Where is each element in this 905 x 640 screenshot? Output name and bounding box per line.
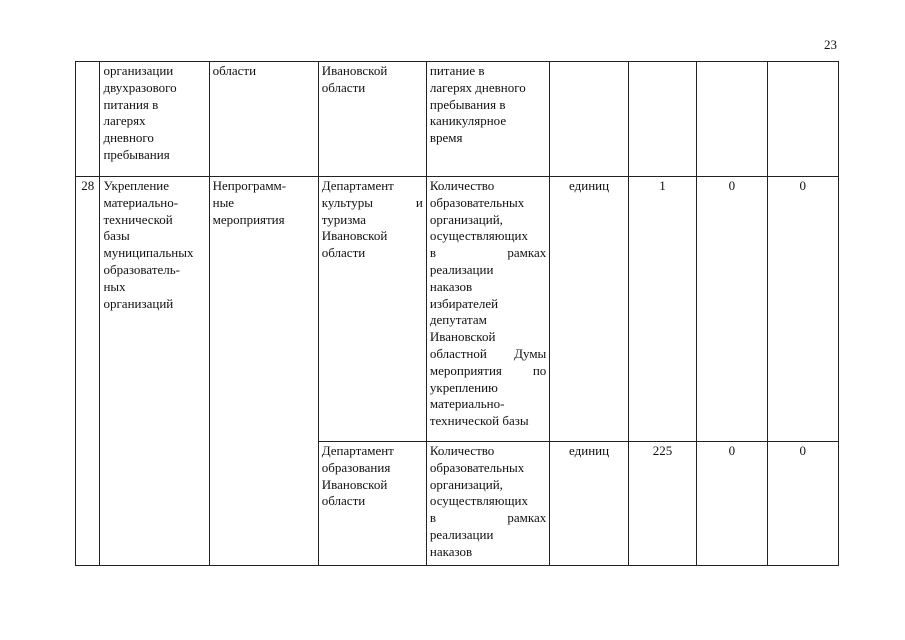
cell-text-line: лагерях [103, 113, 146, 129]
cell-indicator [426, 442, 549, 566]
cell-executor [318, 177, 426, 442]
cell-unit: единиц [550, 442, 629, 566]
cell-text-line: каникулярное [429, 113, 507, 129]
cell-text-line: технической [103, 211, 173, 227]
cell-text-line: ных [103, 278, 126, 294]
cell-text-line: организаций [103, 295, 174, 311]
cell-text-line: реализации [429, 261, 494, 277]
cell-event-name [100, 177, 209, 566]
cell-text-line: образовательных [429, 194, 525, 210]
cell-text-line: реализации [429, 526, 494, 542]
page-number: 23 [824, 37, 837, 52]
cell-text-line: пребывания в [429, 96, 506, 112]
cell-text-line: лагерях дневного [429, 79, 526, 95]
cell-text-line: организаций, [429, 476, 503, 492]
cell-text-line: депутатам [429, 312, 487, 328]
cell-text-line: питания в [103, 96, 159, 112]
cell-text-line: организаций, [429, 211, 503, 227]
cell-text-line: мероприятия [212, 211, 285, 227]
cell-text-line: образовательных [429, 459, 525, 475]
cell-executor [318, 62, 426, 177]
cell-indicator [426, 62, 549, 177]
cell-text-line: Ивановской [321, 63, 388, 78]
cell-text-line: Ивановской [321, 476, 388, 492]
cell-value-3: 0 [767, 177, 838, 442]
cell-text-line: туризма [321, 211, 367, 227]
cell-executor [318, 442, 426, 566]
cell-unit [550, 62, 629, 177]
cell-value-3 [767, 62, 838, 177]
cell-indicator [426, 177, 549, 442]
cell-text-line: областной Думы [429, 345, 547, 361]
cell-value-2 [697, 62, 767, 177]
cell-text-line: питание в [429, 63, 485, 78]
cell-value-1: 1 [628, 177, 696, 442]
cell-text-line: материально- [429, 396, 505, 412]
cell-text-line: Непрограмм- [212, 178, 287, 193]
cell-text-line: области [212, 63, 257, 78]
cell-text-line: наказов [429, 543, 473, 559]
cell-text-line: двухразового [103, 79, 177, 95]
cell-event-name [100, 62, 209, 177]
cell-text-line: Количество [429, 178, 495, 193]
cell-text-line: осуществляющих [429, 228, 528, 244]
cell-value-1: 225 [628, 442, 696, 566]
program-table [75, 61, 839, 566]
cell-text-line: мероприятия по [429, 362, 547, 378]
cell-text-line: области [321, 79, 366, 95]
cell-text-line: укреплению [429, 379, 498, 395]
cell-text-line: дневного [103, 130, 154, 146]
cell-value-2: 0 [697, 177, 767, 442]
cell-value-1 [628, 62, 696, 177]
cell-text-line: образователь- [103, 261, 181, 277]
cell-program [209, 62, 318, 177]
table-row-28 [76, 177, 839, 442]
cell-text-line: муниципальных [103, 245, 194, 261]
cell-text-line: культуры и [321, 194, 423, 210]
cell-program [209, 177, 318, 566]
cell-text-line: Департамент [321, 443, 394, 458]
cell-text-line: Ивановской [429, 329, 496, 345]
cell-text-line: области [321, 245, 366, 261]
cell-number [76, 62, 100, 177]
cell-text-line: области [321, 493, 366, 509]
cell-text-line: пребывания [103, 146, 170, 162]
cell-text-line: Департамент [321, 178, 394, 193]
cell-text-line: материально- [103, 194, 179, 210]
cell-text-line: организации [103, 63, 174, 78]
cell-text-line: в рамках [429, 510, 547, 526]
cell-value-2: 0 [697, 442, 767, 566]
cell-text-line: Ивановской [321, 228, 388, 244]
cell-text-line: наказов [429, 278, 473, 294]
cell-text-line: Укрепление [103, 178, 170, 193]
cell-text-line: технической базы [429, 413, 529, 429]
cell-text-line: избирателей [429, 295, 499, 311]
cell-text-line: базы [103, 228, 130, 244]
cell-number: 28 [76, 177, 100, 566]
cell-text-line: Количество [429, 443, 495, 458]
cell-text-line: осуществляющих [429, 493, 528, 509]
table-row-continuation [76, 62, 839, 177]
cell-value-3: 0 [767, 442, 838, 566]
cell-text-line: образования [321, 459, 391, 475]
cell-unit: единиц [550, 177, 629, 442]
cell-text-line: время [429, 130, 463, 146]
cell-text-line: ные [212, 194, 235, 210]
cell-text-line: в рамках [429, 245, 547, 261]
